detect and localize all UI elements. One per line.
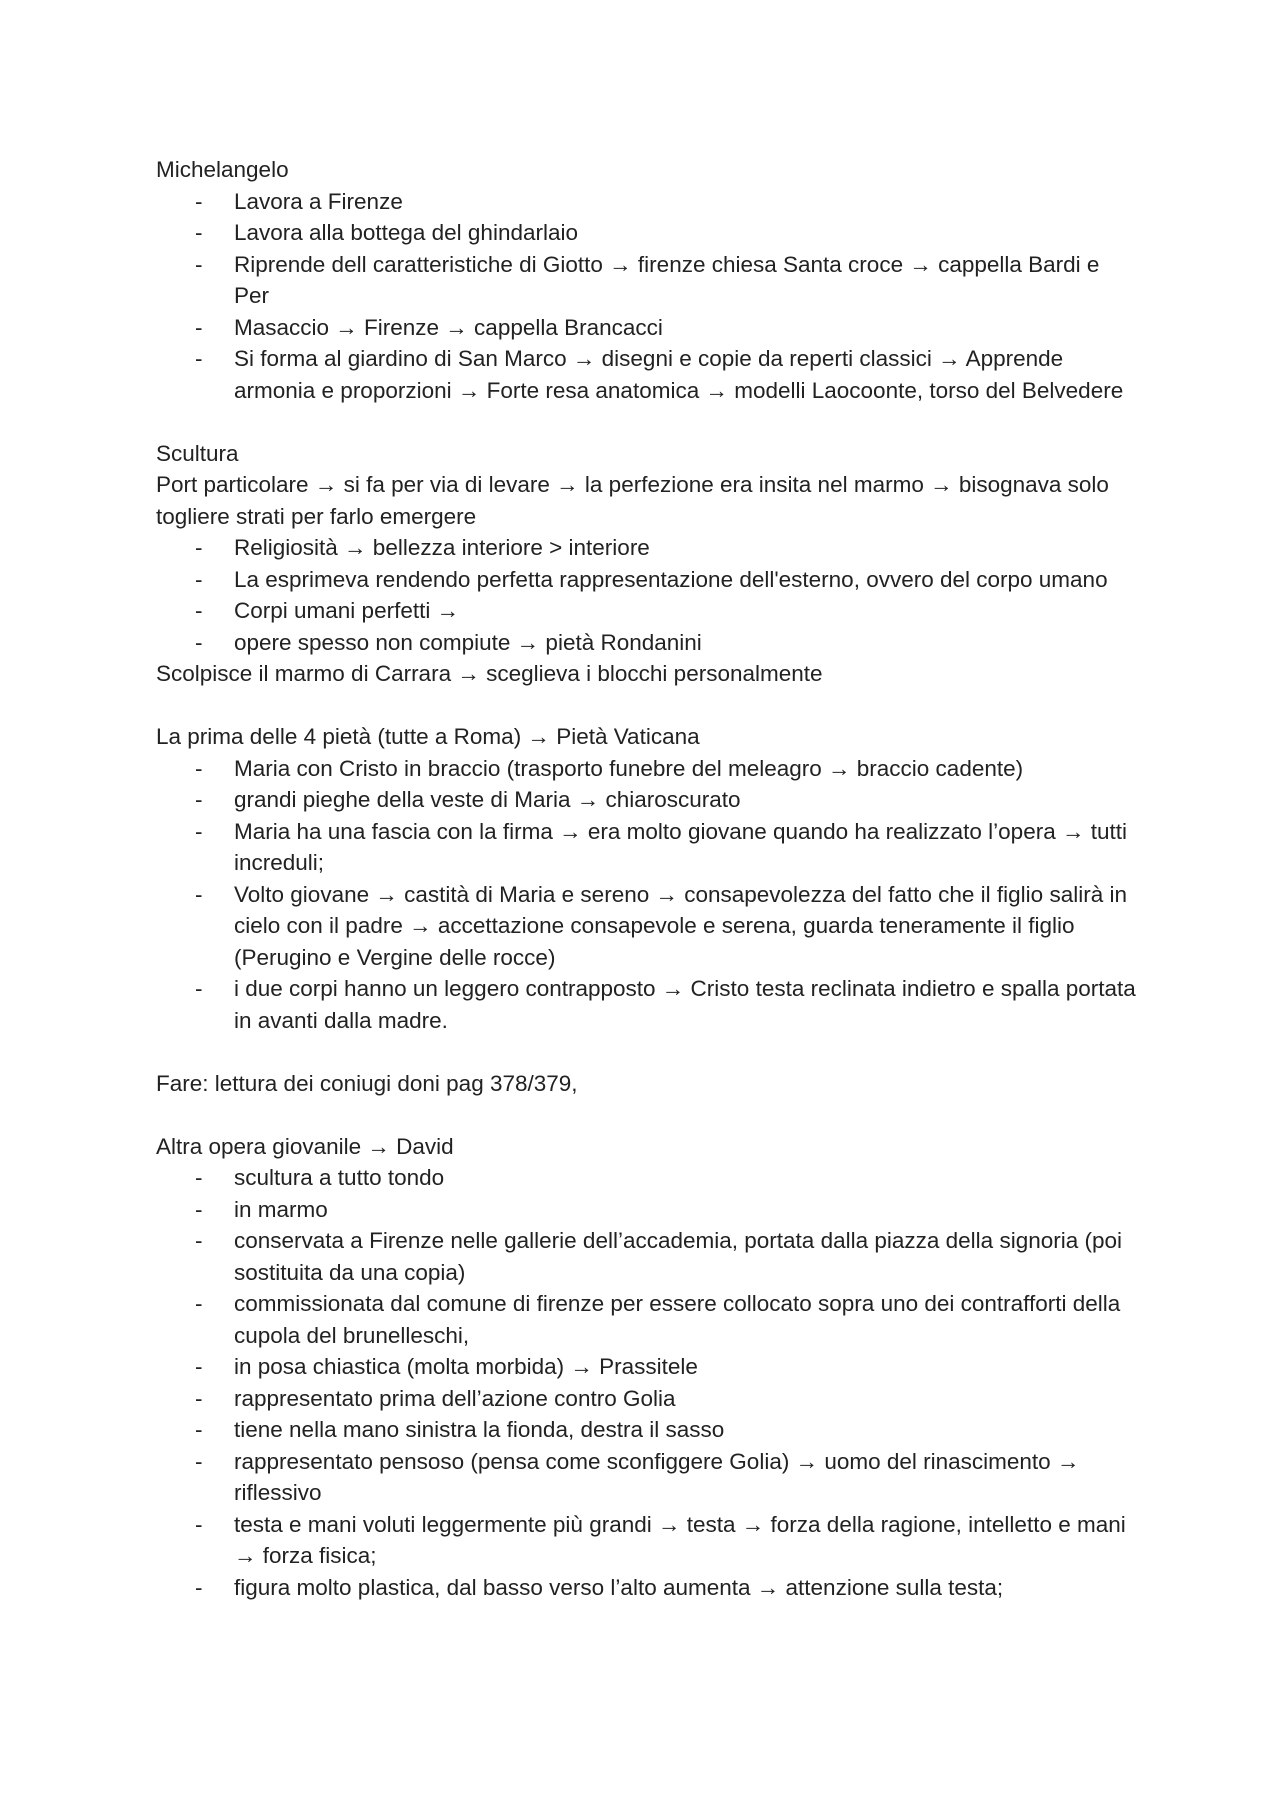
- dash-bullet: -: [195, 1228, 203, 1253]
- paragraph: Fare: lettura dei coniugi doni pag 378/379,: [156, 1070, 578, 1096]
- dash-bullet: -: [195, 188, 203, 214]
- list-item: [156, 186, 1136, 218]
- dash-bullet: -: [195, 1291, 203, 1316]
- list-item-text: Lavora alla bottega del ghindarlaio: [234, 220, 579, 245]
- list-item-text: Maria ha una fascia con la firma → era molto giovane quando ha realizzato l’opera → tutti increduli;: [234, 818, 1127, 875]
- list-item-text: Si forma al giardino di San Marco → disegni e copie da reperti classici → Apprende armonia e proporzioni → Forte resa anatomica → modelli Laocoonte, torso del Belvedere: [234, 346, 1124, 403]
- section-heading: Altra opera giovanile → David: [156, 1133, 454, 1159]
- list-item-text: Lavora a Firenze: [234, 188, 403, 214]
- list-item: [156, 343, 1136, 406]
- dash-bullet: -: [195, 1385, 203, 1411]
- list-item-text: in posa chiastica (molta morbida) → Prassitele: [234, 1354, 698, 1379]
- list-item: [156, 532, 1136, 564]
- dash-bullet: -: [195, 535, 203, 560]
- list-item: [156, 1509, 1136, 1572]
- dash-bullet: -: [195, 976, 203, 1001]
- list-item-text: commissionata dal comune di firenze per essere collocato sopra uno dei contrafforti della cupola del brunelleschi,: [234, 1291, 1121, 1348]
- list-item-text: La esprimeva rendendo perfetta rappresentazione dell'esterno, ovvero del corpo umano: [234, 566, 1108, 592]
- bullet-list: [156, 532, 1136, 658]
- list-item: [156, 1351, 1136, 1383]
- list-item: [156, 753, 1136, 785]
- list-item: [156, 1225, 1136, 1288]
- list-item-text: rappresentato pensoso (pensa come sconfiggere Golia) → uomo del rinascimento → riflessivo: [234, 1448, 1080, 1505]
- document-page: [156, 154, 1136, 1603]
- list-item: [156, 217, 1136, 249]
- bullet-list: [156, 753, 1136, 1037]
- dash-bullet: -: [195, 598, 203, 623]
- list-item: [156, 312, 1136, 344]
- list-item-text: testa e mani voluti leggermente più grandi → testa → forza della ragione, intelletto e mani → forza fisica;: [234, 1511, 1126, 1568]
- section-heading: Scultura: [156, 440, 239, 466]
- dash-bullet: -: [195, 629, 203, 655]
- dash-bullet: -: [195, 1448, 203, 1474]
- dash-bullet: -: [195, 1511, 203, 1537]
- dash-bullet: -: [195, 220, 203, 245]
- list-item: [156, 1162, 1136, 1194]
- list-item: [156, 879, 1136, 974]
- bullet-list: [156, 1162, 1136, 1603]
- list-item: [156, 595, 1136, 627]
- list-item: [156, 1383, 1136, 1415]
- list-item: [156, 564, 1136, 596]
- list-item-text: Maria con Cristo in braccio (trasporto funebre del meleagro → braccio cadente): [234, 755, 1024, 781]
- list-item: [156, 973, 1136, 1036]
- dash-bullet: -: [195, 1165, 203, 1190]
- list-item-text: scultura a tutto tondo: [234, 1165, 445, 1190]
- blank-line: [156, 690, 1136, 722]
- list-item-text: rappresentato prima dell’azione contro Golia: [234, 1385, 676, 1411]
- list-item: [156, 784, 1136, 816]
- blank-line: [156, 1099, 1136, 1131]
- dash-bullet: -: [195, 881, 203, 907]
- dash-bullet: -: [195, 1354, 203, 1379]
- list-item-text: figura molto plastica, dal basso verso l’alto aumenta → attenzione sulla testa;: [234, 1574, 1004, 1600]
- dash-bullet: -: [195, 314, 203, 340]
- list-item: [156, 249, 1136, 312]
- paragraph: Scolpisce il marmo di Carrara → sceglieva i blocchi personalmente: [156, 661, 823, 686]
- dash-bullet: -: [195, 251, 203, 277]
- list-item: [156, 1446, 1136, 1509]
- dash-bullet: -: [195, 346, 203, 371]
- list-item-text: opere spesso non compiute → pietà Rondanini: [234, 629, 702, 655]
- list-item: [156, 1288, 1136, 1351]
- dash-bullet: -: [195, 1574, 203, 1600]
- list-item: [156, 627, 1136, 659]
- dash-bullet: -: [195, 787, 203, 812]
- list-item: [156, 1414, 1136, 1446]
- list-item: [156, 816, 1136, 879]
- dash-bullet: -: [195, 818, 203, 844]
- list-item-text: grandi pieghe della veste di Maria → chiaroscurato: [234, 787, 741, 812]
- list-item-text: Corpi umani perfetti →: [234, 598, 460, 623]
- list-item-text: tiene nella mano sinistra la fionda, destra il sasso: [234, 1417, 725, 1442]
- section-heading: La prima delle 4 pietà (tutte a Roma) → Pietà Vaticana: [156, 724, 700, 749]
- dash-bullet: -: [195, 566, 203, 592]
- list-item-text: Volto giovane → castità di Maria e sereno → consapevolezza del fatto che il figlio salirà in cielo con il padre → accettazione consapevole e serena, guarda teneramente il figlio (Perugino e Vergine delle rocce): [234, 881, 1127, 970]
- paragraph: Port particolare → si fa per via di levare → la perfezione era insita nel marmo → bisognava solo togliere strati per farlo emergere: [156, 472, 1109, 529]
- list-item-text: Masaccio → Firenze → cappella Brancacci: [234, 314, 663, 340]
- dash-bullet: -: [195, 1196, 203, 1222]
- blank-line: [156, 406, 1136, 438]
- list-item: [156, 1194, 1136, 1226]
- list-item-text: conservata a Firenze nelle gallerie dell’accademia, portata dalla piazza della signoria (poi sostituita da una copia): [234, 1228, 1123, 1285]
- list-item-text: i due corpi hanno un leggero contrapposto → Cristo testa reclinata indietro e spalla portata in avanti dalla madre.: [234, 976, 1136, 1033]
- list-item-text: in marmo: [234, 1196, 328, 1222]
- list-item: [156, 1572, 1136, 1604]
- dash-bullet: -: [195, 755, 203, 781]
- blank-line: [156, 1036, 1136, 1068]
- section-heading: Michelangelo: [156, 157, 289, 182]
- dash-bullet: -: [195, 1417, 203, 1442]
- list-item-text: Religiosità → bellezza interiore > interiore: [234, 535, 650, 560]
- list-item-text: Riprende dell caratteristiche di Giotto → firenze chiesa Santa croce → cappella Bardi e Per: [234, 251, 1100, 308]
- bullet-list: [156, 186, 1136, 407]
